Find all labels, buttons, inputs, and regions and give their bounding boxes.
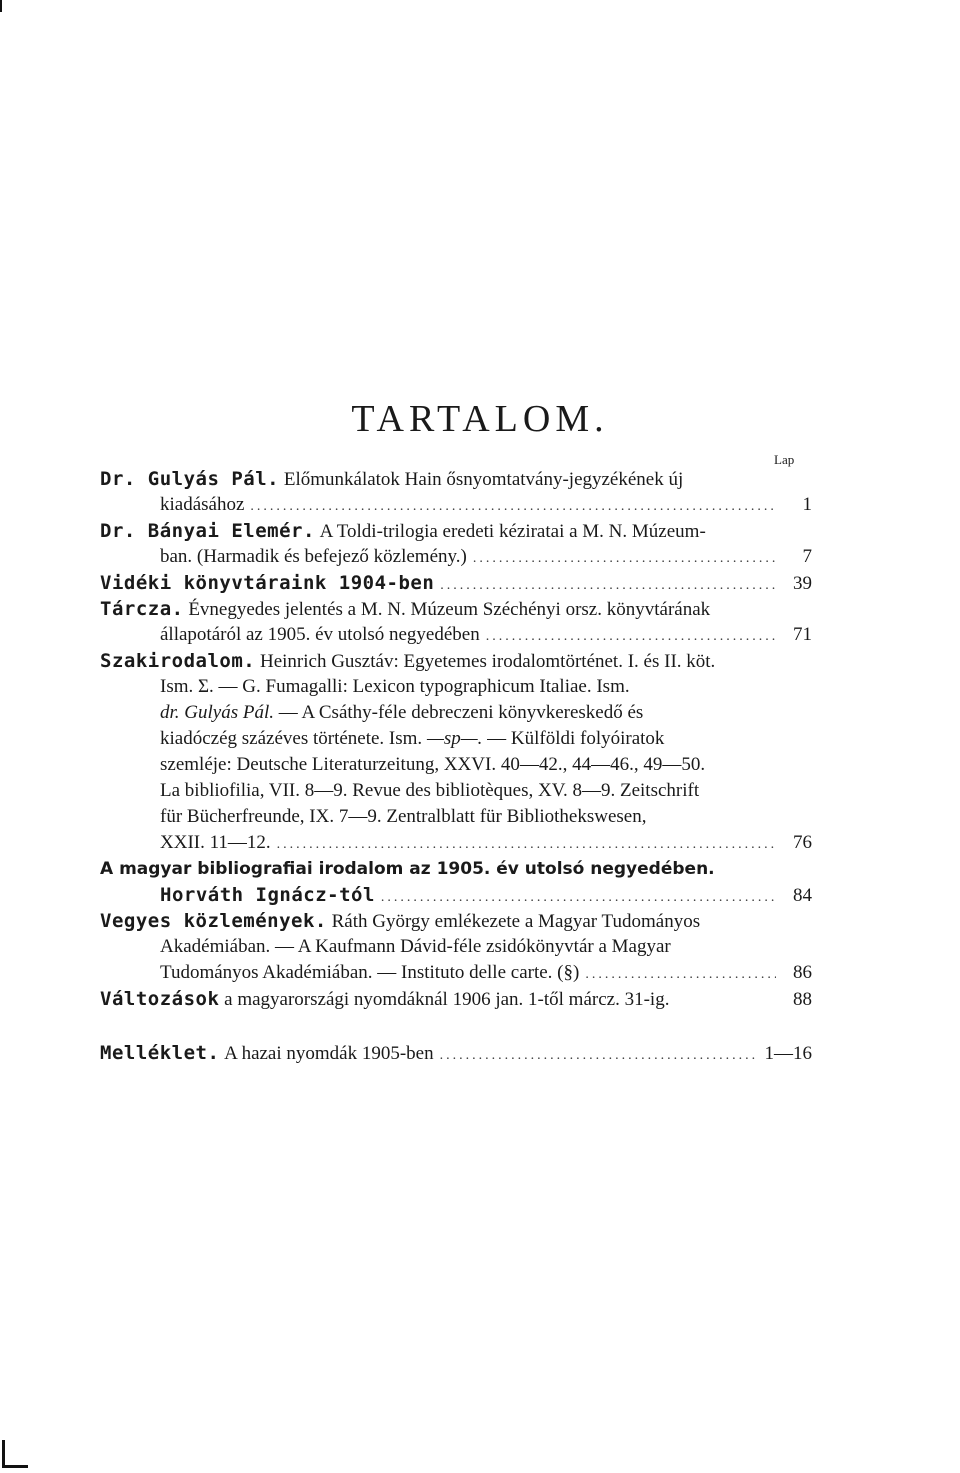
entry-author: Horváth Ignácz-tól — [160, 884, 375, 906]
leader-dots — [250, 494, 776, 520]
entry-author: Dr. Gulyás Pál. — [100, 468, 280, 490]
entry-heading: Vegyes közlemények. — [100, 910, 327, 932]
corner-mark-top-left — [0, 0, 2, 12]
entry-text: — Külföldi folyóiratok — [487, 728, 665, 749]
leader-dots — [585, 962, 776, 988]
entry-title-cont: ban. (Harmadik és befejező közlemény.) — [160, 546, 467, 567]
page-number: 1 — [802, 494, 812, 515]
page-number: 7 — [802, 546, 812, 567]
entry-heading: Melléklet. — [100, 1042, 220, 1064]
entry-author: Dr. Bányai Elemér. — [100, 520, 315, 542]
toc-entry-banyai — [100, 518, 812, 570]
entry-title: A Toldi-trilogia eredeti kéziratai a M. N. Múzeum- — [319, 521, 706, 542]
page-number: 88 — [793, 989, 812, 1010]
entry-title: a magyarországi nyomdáknál 1906 jan. 1-től márcz. 31-ig. — [224, 989, 670, 1010]
entry-heading: Tárcza. — [100, 598, 184, 620]
toc-entry-szakirodalom — [100, 648, 812, 856]
corner-mark-bottom-left-h — [2, 1465, 28, 1468]
leader-dots — [277, 832, 776, 858]
toc-entry-vegyes — [100, 908, 812, 986]
entry-title-cont: állapotáról az 1905. év utolsó negyedében — [160, 624, 480, 645]
toc-entry-valtozasok — [100, 986, 812, 1012]
entry-reviewer: dr. Gulyás Pál. — [160, 702, 274, 723]
corner-mark-bottom-left-v — [2, 1440, 5, 1468]
entry-title: Heinrich Gusztáv: Egyetemes irodalomtörténet. I. és II. köt. — [259, 651, 716, 672]
toc-entry-bibliografia — [100, 856, 812, 908]
leader-dots — [440, 573, 776, 599]
toc-entry-gulyas — [100, 466, 812, 518]
entry-text: Tudományos Akadémiában. — Instituto delle carte. (§) — [160, 962, 580, 983]
entry-text: kiadóczég százéves története. Ism. — [160, 728, 423, 749]
page-number: 71 — [793, 624, 812, 645]
entry-text: für Bücherfreunde, IX. 7—9. Zentralblatt für Bibliothekswesen, — [160, 806, 647, 827]
entry-text: szemléje: Deutsche Literaturzeitung, XXVI. 40—42., 44—46., 49—50. — [160, 754, 706, 775]
entry-heading: Vidéki könyvtáraink 1904-ben — [100, 572, 435, 594]
page-number: 76 — [793, 832, 812, 853]
entry-title: Ráth György emlékezete a Magyar Tudományos — [331, 911, 701, 932]
entry-text: XXII. 11—12. — [160, 832, 271, 853]
entry-heading: Szakirodalom. — [100, 650, 256, 672]
page-number: 86 — [793, 962, 812, 983]
table-of-contents — [100, 466, 812, 1066]
entry-text: — A Csáthy-féle debreczeni könyvkereskedő és — [278, 702, 644, 723]
entry-heading: Változások — [100, 988, 220, 1010]
entry-title-cont: kiadásához — [160, 494, 245, 515]
entry-text: La bibliofilia, VII. 8—9. Revue des bibliotèques, XV. 8—9. Zeitschrift — [160, 780, 700, 801]
leader-dots — [486, 624, 776, 650]
entry-title: Előmunkálatok Hain ősnyomtatvány-jegyzékének új — [283, 469, 684, 490]
entry-reviewer: —sp—. — [426, 728, 483, 749]
leader-dots — [440, 1043, 759, 1069]
page-number: 39 — [793, 573, 812, 594]
toc-entry-videki — [100, 570, 812, 596]
entry-text: Ism. Σ. — G. Fumagalli: Lexicon typographicum Italiae. Ism. — [160, 676, 630, 697]
page-title: TARTALOM. — [351, 398, 609, 441]
page-number: 1—16 — [764, 1043, 812, 1064]
entry-heading: A magyar bibliografiai irodalom az 1905. év utolsó negyedében. — [100, 859, 715, 879]
page-column-label: Lap — [774, 452, 795, 467]
page-number: 84 — [793, 885, 812, 906]
entry-title: Évnegyedes jelentés a M. N. Múzeum Széchényi orsz. könyvtárának — [188, 599, 711, 620]
entry-title: A hazai nyomdák 1905-ben — [224, 1043, 434, 1064]
entry-text: Akadémiában. — A Kaufmann Dávid-féle zsidókönyvtár a Magyar — [160, 936, 671, 957]
leader-dots — [381, 885, 776, 911]
toc-entry-tarcza — [100, 596, 812, 648]
leader-dots — [473, 546, 776, 572]
toc-entry-melleklet — [100, 1040, 812, 1066]
